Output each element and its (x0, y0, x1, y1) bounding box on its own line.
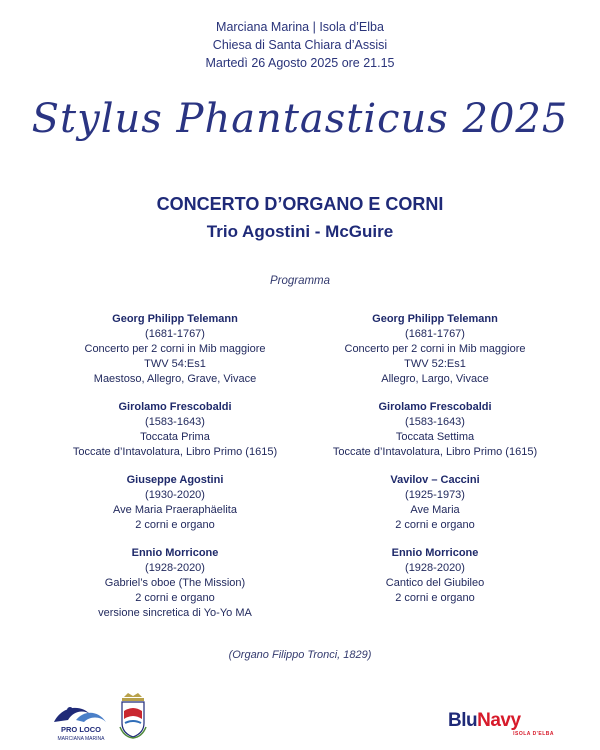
sponsor-logos (0, 690, 600, 750)
program-piece (310, 473, 560, 533)
piece-detail: Concerto per 2 corni in Mib maggiore (344, 343, 526, 355)
program-piece (310, 546, 560, 606)
composer-name: Giuseppe Agostini (126, 474, 224, 486)
piece-detail: Ave Maria Praeraphäelita (113, 504, 237, 516)
program-piece (50, 546, 300, 621)
piece-detail: Maestoso, Allegro, Grave, Vivace (93, 373, 257, 385)
composer-name: Georg Philipp Telemann (372, 313, 498, 325)
piece-detail: (1928-2020) (405, 562, 465, 574)
program-piece (50, 473, 300, 533)
piece-detail: Allegro, Largo, Vivace (381, 373, 489, 385)
municipal-crest-icon (118, 693, 148, 739)
piece-detail: (1583-1643) (405, 416, 465, 428)
piece-detail: Concerto per 2 corni in Mib maggiore (84, 343, 266, 355)
blu-navy-tagline: ISOLA D'ELBA (513, 731, 554, 737)
program-piece (50, 400, 300, 460)
blu-navy-navy: Navy (477, 710, 521, 731)
location-line: Marciana Marina | Isola d’Elba (216, 20, 384, 34)
pro-loco-name: PRO LOCO (60, 725, 101, 734)
piece-detail: 2 corni e organo (395, 592, 475, 604)
piece-detail: Toccate d’Intavolatura, Libro Primo (1615) (332, 446, 538, 458)
piece-detail: (1583-1643) (145, 416, 205, 428)
piece-detail: 2 corni e organo (135, 592, 215, 604)
program-piece (310, 312, 560, 387)
blu-navy-logo (448, 710, 560, 740)
venue-line: Chiesa di Santa Chiara d’Assisi (212, 38, 388, 52)
composer-name: Ennio Morricone (131, 547, 219, 559)
piece-detail: Ave Maria (410, 504, 460, 516)
piece-detail: Toccate d’Intavolatura, Libro Primo (1615) (72, 446, 278, 458)
wave-icon (46, 698, 116, 728)
piece-detail: (1681-1767) (145, 328, 205, 340)
piece-detail: TWV 52:Es1 (404, 358, 466, 370)
program-column-right (310, 312, 560, 619)
festival-title: Stylus Phantasticus 2025 (31, 96, 569, 142)
piece-detail: Toccata Settima (395, 431, 475, 443)
piece-detail: (1681-1767) (405, 328, 465, 340)
piece-detail: Toccata Prima (140, 431, 210, 443)
performers-title: Trio Agostini - McGuire (206, 222, 394, 241)
composer-name: Georg Philipp Telemann (112, 313, 238, 325)
event-header (0, 18, 600, 72)
piece-detail: (1928-2020) (145, 562, 205, 574)
concert-title: CONCERTO D’ORGANO E CORNI (156, 194, 444, 214)
organ-note: (Organo Filippo Tronci, 1829) (228, 649, 372, 661)
piece-detail: (1930-2020) (145, 489, 205, 501)
pro-loco-place: MARCIANA MARINA (57, 736, 105, 742)
piece-detail: Gabriel’s oboe (The Mission) (104, 577, 246, 589)
composer-name: Girolamo Frescobaldi (378, 401, 492, 413)
piece-detail: (1925-1973) (405, 489, 465, 501)
piece-detail: versione sincretica di Yo-Yo MA (98, 607, 252, 619)
program-label: Programma (269, 275, 331, 287)
pro-loco-logo (46, 698, 116, 742)
piece-detail: TWV 54:Es1 (144, 358, 206, 370)
blu-navy-blu: Blu (448, 710, 478, 731)
piece-detail: 2 corni e organo (395, 519, 475, 531)
program-column-left (50, 312, 300, 634)
composer-name: Vavilov – Caccini (390, 474, 480, 486)
composer-name: Ennio Morricone (391, 547, 479, 559)
composer-name: Girolamo Frescobaldi (118, 401, 232, 413)
piece-detail: Cantico del Giubileo (385, 577, 485, 589)
date-line: Martedì 26 Agosto 2025 ore 21.15 (205, 56, 395, 70)
piece-detail: 2 corni e organo (135, 519, 215, 531)
program-piece (310, 400, 560, 460)
program-piece (50, 312, 300, 387)
